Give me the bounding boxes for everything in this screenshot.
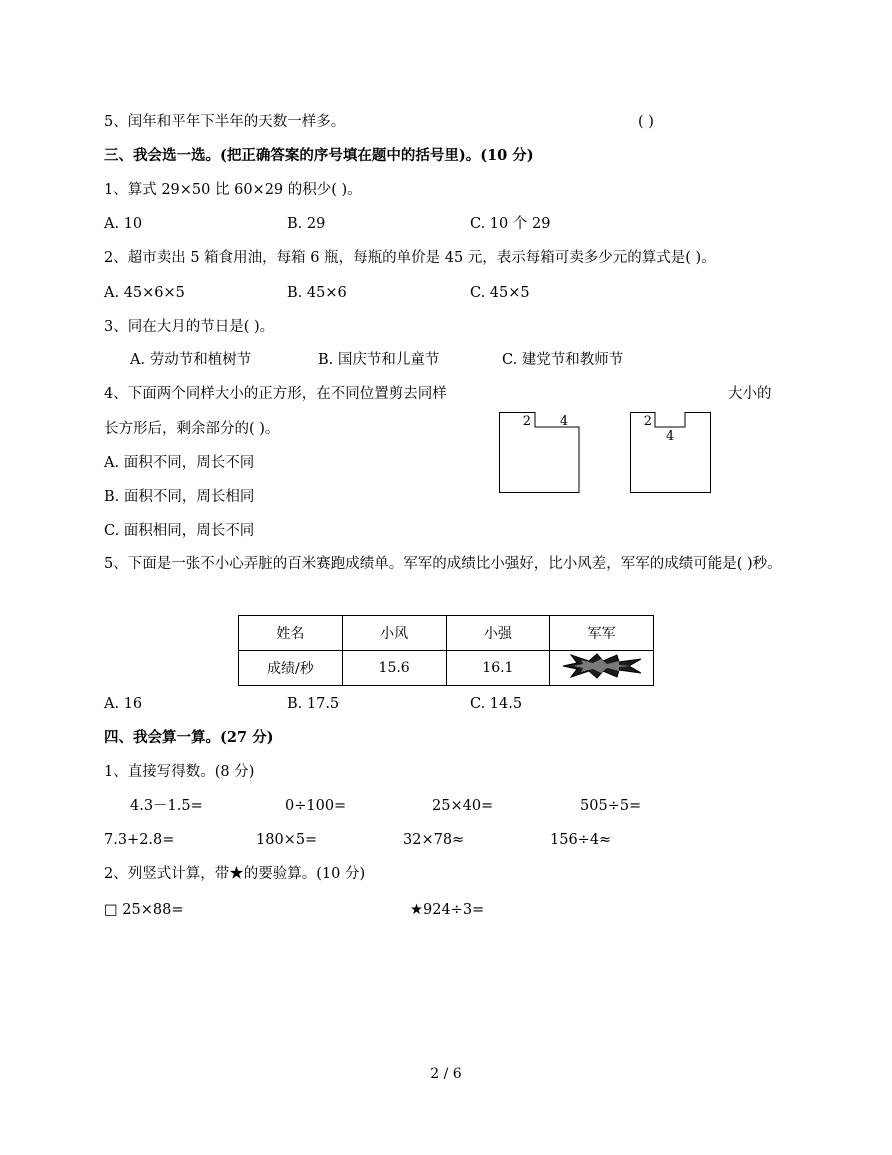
calc-item: 156÷4≈	[550, 832, 612, 848]
section-3-heading	[104, 149, 534, 164]
calc-part-1-title: 1、直接写得数。(8 分)	[104, 764, 255, 780]
choice-1-option-c: C. 10 个 29	[470, 216, 551, 232]
choice-1-option-a: A. 10	[104, 216, 143, 232]
table-header-xiaofeng: 小风	[342, 616, 446, 651]
page-number: 2 / 6	[430, 1066, 462, 1082]
answer-bracket: ( )	[638, 114, 654, 130]
table-cell-junjun-smudged	[550, 651, 654, 686]
choice-3-option-b: B. 国庆节和儿童节	[318, 352, 440, 368]
square-figure-middle-cut	[626, 408, 716, 498]
choice-3-option-a: A. 劳动节和植树节	[130, 352, 252, 368]
section-4-heading	[104, 731, 273, 746]
table-header-name: 姓名	[239, 616, 343, 651]
table-row	[239, 651, 654, 686]
section-3-note: (把正确答案的序号填在题中的括号里)。(10 分)	[220, 147, 534, 164]
square-figure-corner-cut	[495, 408, 585, 498]
ink-blot-icon	[561, 653, 643, 679]
table-row-label: 成绩/秒	[239, 651, 343, 686]
choice-question-4-part2: 大小的	[728, 386, 772, 402]
choice-5-option-c: C. 14.5	[470, 696, 523, 712]
figure-2-width-label: 2	[643, 414, 652, 429]
calc-item: 32×78≈	[403, 832, 465, 848]
calc-item: 0÷100=	[285, 798, 347, 814]
choice-question-5: 5、下面是一张不小心弄脏的百米赛跑成绩单。军军的成绩比小强好，比小风差，军军的成绩可能是( )秒。	[104, 556, 782, 572]
section-3-title: 三、我会选一选。	[104, 147, 220, 164]
figure-2-length-label: 4	[665, 429, 675, 444]
table-cell-xiaoqiang: 16.1	[446, 651, 550, 686]
choice-4-option-c: C. 面积相同，周长不同	[104, 523, 255, 539]
table-cell-xiaofeng: 15.6	[342, 651, 446, 686]
choice-question-2: 2、超市卖出 5 箱食用油，每箱 6 瓶，每瓶的单价是 45 元，表示每箱可卖多少元的算式是( )。	[104, 250, 716, 266]
choice-3-option-c: C. 建党节和教师节	[502, 352, 624, 368]
calc-item: 4.3－1.5=	[130, 798, 203, 814]
choice-5-option-b: B. 17.5	[287, 696, 340, 712]
calc-item: 505÷5=	[580, 798, 642, 814]
section-4-note: (27 分)	[220, 729, 274, 746]
calc-item: 7.3+2.8=	[104, 832, 175, 848]
choice-question-4-line2: 长方形后，剩余部分的( )。	[104, 421, 280, 437]
vertical-calc-item: □ 25×88=	[104, 902, 184, 918]
choice-question-3: 3、同在大月的节日是( )。	[104, 319, 275, 335]
race-score-table	[238, 615, 654, 686]
table-header-xiaoqiang: 小强	[446, 616, 550, 651]
choice-4-option-a: A. 面积不同，周长不同	[104, 455, 255, 471]
section-4-title: 四、我会算一算。	[104, 729, 220, 746]
choice-5-option-a: A. 16	[104, 696, 143, 712]
choice-2-option-b: B. 45×6	[287, 285, 347, 301]
vertical-calc-item-with-check: ★924÷3=	[410, 902, 485, 918]
choice-question-4-part1: 4、下面两个同样大小的正方形，在不同位置剪去同样	[104, 386, 447, 402]
calc-part-2-title: 2、列竖式计算，带★的要验算。(10 分)	[104, 866, 366, 882]
calc-item: 180×5=	[256, 832, 318, 848]
choice-question-1: 1、算式 29×50 比 60×29 的积少( )。	[104, 182, 362, 198]
calc-item: 25×40=	[432, 798, 494, 814]
choice-2-option-c: C. 45×5	[470, 285, 530, 301]
choice-1-option-b: B. 29	[287, 216, 326, 232]
table-header-junjun: 军军	[550, 616, 654, 651]
choice-2-option-a: A. 45×6×5	[104, 285, 185, 301]
judge-question-5: 5、闰年和平年下半年的天数一样多。	[104, 114, 346, 130]
figure-1-width-label: 2	[522, 414, 531, 429]
choice-4-option-b: B. 面积不同，周长相同	[104, 489, 255, 505]
table-header-row	[239, 616, 654, 651]
figure-1-length-label: 4	[559, 414, 569, 429]
